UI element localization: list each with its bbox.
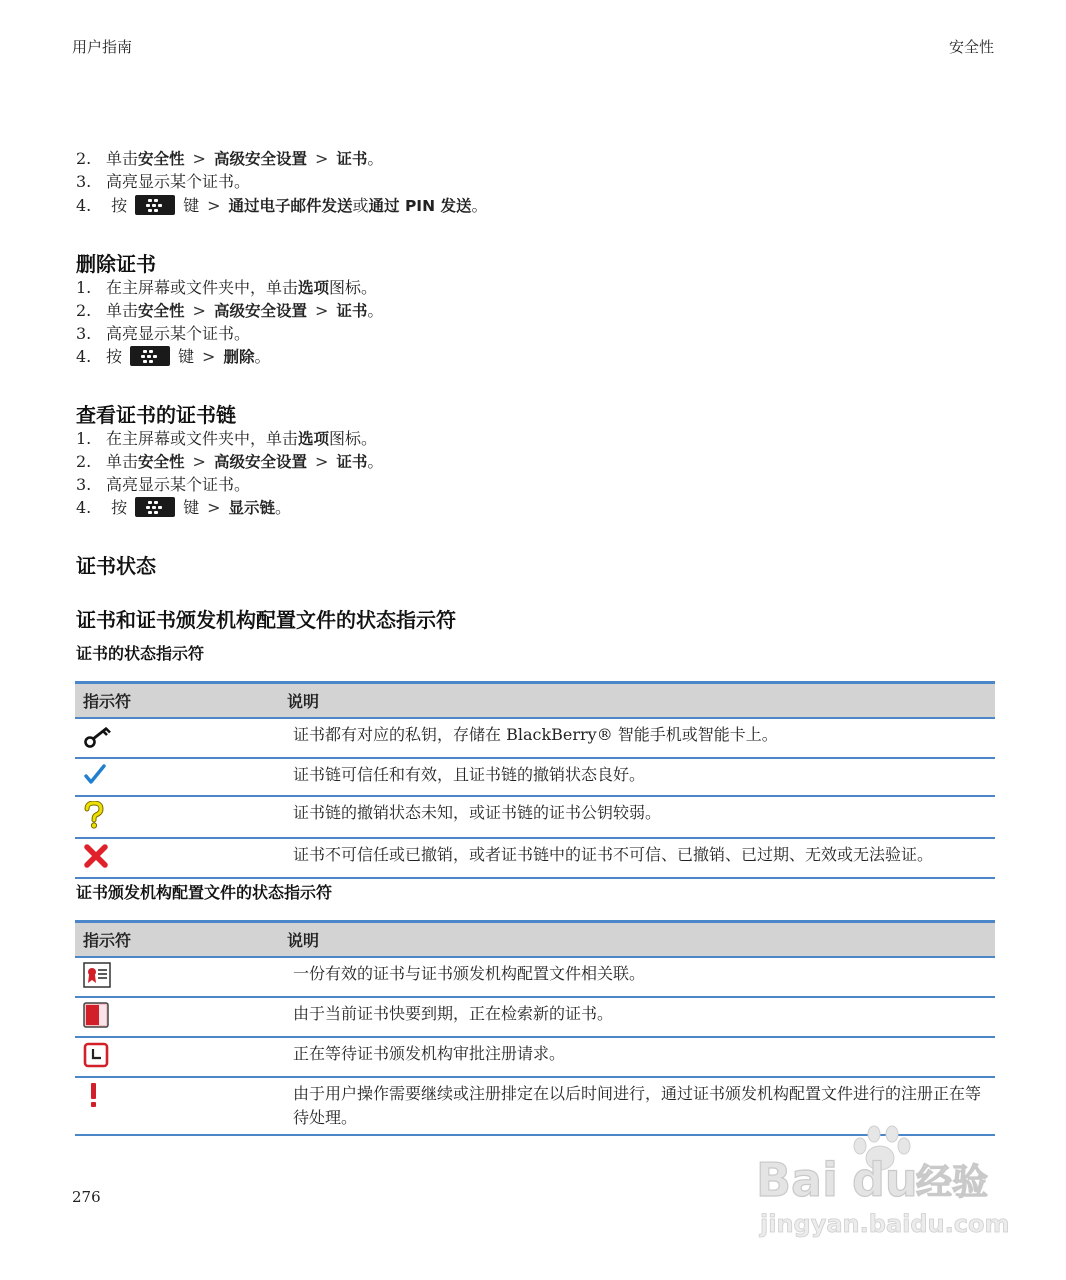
table-row <box>75 838 995 878</box>
chevron-right-icon: > <box>314 301 329 320</box>
step-text: 。 <box>471 196 488 215</box>
step-number: 1. <box>76 278 92 297</box>
step-text: 。 <box>367 452 384 471</box>
row-description: 由于当前证书快要到期，正在检索新的证书。 <box>279 997 995 1037</box>
certificate-status-table <box>75 681 995 879</box>
step-item <box>76 497 291 519</box>
clock-icon <box>83 1042 109 1068</box>
step-text: 。 <box>275 498 292 517</box>
menu-path-item: 安全性 <box>138 302 185 320</box>
delete-certificate-heading: 删除证书 <box>76 252 156 276</box>
chevron-right-icon: > <box>314 452 329 471</box>
step-number: 2. <box>76 149 92 168</box>
step-item <box>76 300 383 322</box>
running-header-left: 用户指南 <box>72 38 133 56</box>
key-icon <box>83 723 113 749</box>
chevron-right-icon: > <box>202 347 216 366</box>
blackberry-menu-key-icon <box>135 497 175 517</box>
blackberry-menu-key-icon <box>135 195 175 215</box>
menu-path-item: 安全性 <box>138 150 185 168</box>
step-item <box>76 323 250 345</box>
step-item <box>76 474 250 496</box>
svg-text:jingyan.baidu.com: jingyan.baidu.com <box>760 1210 1010 1238</box>
page-number: 276 <box>72 1188 101 1206</box>
step-item <box>76 428 377 450</box>
chevron-right-icon: > <box>192 301 206 320</box>
menu-path-item: 证书 <box>336 150 368 168</box>
step-text: 按 <box>106 196 128 215</box>
step-text: 图标。 <box>329 429 378 448</box>
menu-path-item: 安全性 <box>138 453 185 471</box>
menu-path-item: 证书 <box>336 453 368 471</box>
menu-path-item: 显示链 <box>228 499 276 517</box>
step-item <box>76 195 487 217</box>
step-text: 或 <box>352 196 369 215</box>
checkmark-icon <box>83 763 107 787</box>
row-description: 证书链的撤销状态未知，或证书链的证书公钥较弱。 <box>279 796 995 838</box>
baidu-jingyan-watermark <box>752 1118 1012 1248</box>
table-row <box>75 796 995 838</box>
step-text: 单击 <box>106 301 139 320</box>
step-item <box>76 346 270 368</box>
step-text: 键 <box>183 498 200 517</box>
step-text: 。 <box>367 301 384 320</box>
svg-text:经验: 经验 <box>916 1162 989 1203</box>
menu-path-item: 选项 <box>298 279 330 297</box>
step-text: 键 <box>178 347 195 366</box>
table1-header-description: 说明 <box>279 683 995 719</box>
row-description: 证书不可信任或已撤销，或者证书链中的证书不可信、已撤销、已过期、无效或无法验证。 <box>279 838 995 878</box>
menu-path-item: 高级安全设置 <box>213 150 307 168</box>
certificate-status-heading: 证书状态 <box>76 554 156 578</box>
step-text: 高亮显示某个证书。 <box>106 172 251 191</box>
chevron-right-icon: > <box>314 149 329 168</box>
step-item <box>76 451 383 473</box>
step-text: 单击 <box>106 149 139 168</box>
menu-path-item: 高级安全设置 <box>213 453 307 471</box>
step-text: 按 <box>106 498 128 517</box>
exclamation-icon <box>83 1082 109 1108</box>
table1-caption: 证书的状态指示符 <box>76 644 205 663</box>
table2-header-description: 说明 <box>279 922 995 958</box>
expiring-certificate-icon <box>83 1002 109 1028</box>
step-text: 高亮显示某个证书。 <box>106 475 251 494</box>
table2-caption: 证书颁发机构配置文件的状态指示符 <box>76 883 333 902</box>
menu-path-item: 高级安全设置 <box>213 302 307 320</box>
table-row <box>75 957 995 997</box>
menu-path-item: 证书 <box>336 302 368 320</box>
svg-text:du: du <box>852 1153 918 1207</box>
table2-header-indicator: 指示符 <box>75 922 279 958</box>
running-header-right: 安全性 <box>948 38 994 56</box>
step-item <box>76 148 383 170</box>
row-description: 一份有效的证书与证书颁发机构配置文件相关联。 <box>279 957 995 997</box>
step-item <box>76 171 250 193</box>
table-row <box>75 997 995 1037</box>
step-text: 高亮显示某个证书。 <box>106 324 251 343</box>
chevron-right-icon: > <box>207 498 221 517</box>
table-row <box>75 718 995 758</box>
svg-text:Bai: Bai <box>756 1153 838 1207</box>
row-description: 证书链可信任和有效，且证书链的撤销状态良好。 <box>279 758 995 796</box>
view-chain-heading: 查看证书的证书链 <box>76 403 236 427</box>
step-number: 4. <box>76 347 92 366</box>
row-description: 正在等待证书颁发机构审批注册请求。 <box>279 1037 995 1077</box>
certificate-icon <box>83 962 111 988</box>
table-row <box>75 758 995 796</box>
step-number: 1. <box>76 429 92 448</box>
question-mark-icon <box>83 801 105 829</box>
step-number: 3. <box>76 172 92 191</box>
step-text: 键 <box>183 196 200 215</box>
chevron-right-icon: > <box>192 149 206 168</box>
status-indicators-heading: 证书和证书颁发机构配置文件的状态指示符 <box>76 608 456 632</box>
step-number: 4. <box>76 196 92 215</box>
step-text: 在主屏幕或文件夹中，单击 <box>106 278 299 297</box>
red-x-icon <box>83 843 109 869</box>
menu-path-item: 通过电子邮件发送 <box>228 197 353 215</box>
step-text: 。 <box>254 347 271 366</box>
step-text: 在主屏幕或文件夹中，单击 <box>106 429 299 448</box>
table1-header-indicator: 指示符 <box>75 683 279 719</box>
step-text: 单击 <box>106 452 139 471</box>
ca-profile-status-table <box>75 920 995 1136</box>
menu-path-item: 删除 <box>223 348 255 366</box>
chevron-right-icon: > <box>192 452 206 471</box>
row-description: 证书都有对应的私钥，存储在 BlackBerry® 智能手机或智能卡上。 <box>279 718 995 758</box>
step-text: 。 <box>367 149 384 168</box>
chevron-right-icon: > <box>207 196 221 215</box>
step-number: 4. <box>76 498 92 517</box>
menu-path-item: 选项 <box>298 430 330 448</box>
step-text: 图标。 <box>329 278 378 297</box>
blackberry-menu-key-icon <box>130 346 170 366</box>
step-number: 2. <box>76 301 92 320</box>
step-number: 3. <box>76 475 92 494</box>
row-description: 由于用户操作需要继续或注册排定在以后时间进行，通过证书颁发机构配置文件进行的注册正在等待处理。 <box>279 1077 995 1135</box>
step-number: 2. <box>76 452 92 471</box>
step-item <box>76 277 377 299</box>
step-text: 按 <box>106 347 123 366</box>
step-number: 3. <box>76 324 92 343</box>
menu-path-item: 通过 PIN 发送 <box>368 197 472 215</box>
table-row <box>75 1037 995 1077</box>
